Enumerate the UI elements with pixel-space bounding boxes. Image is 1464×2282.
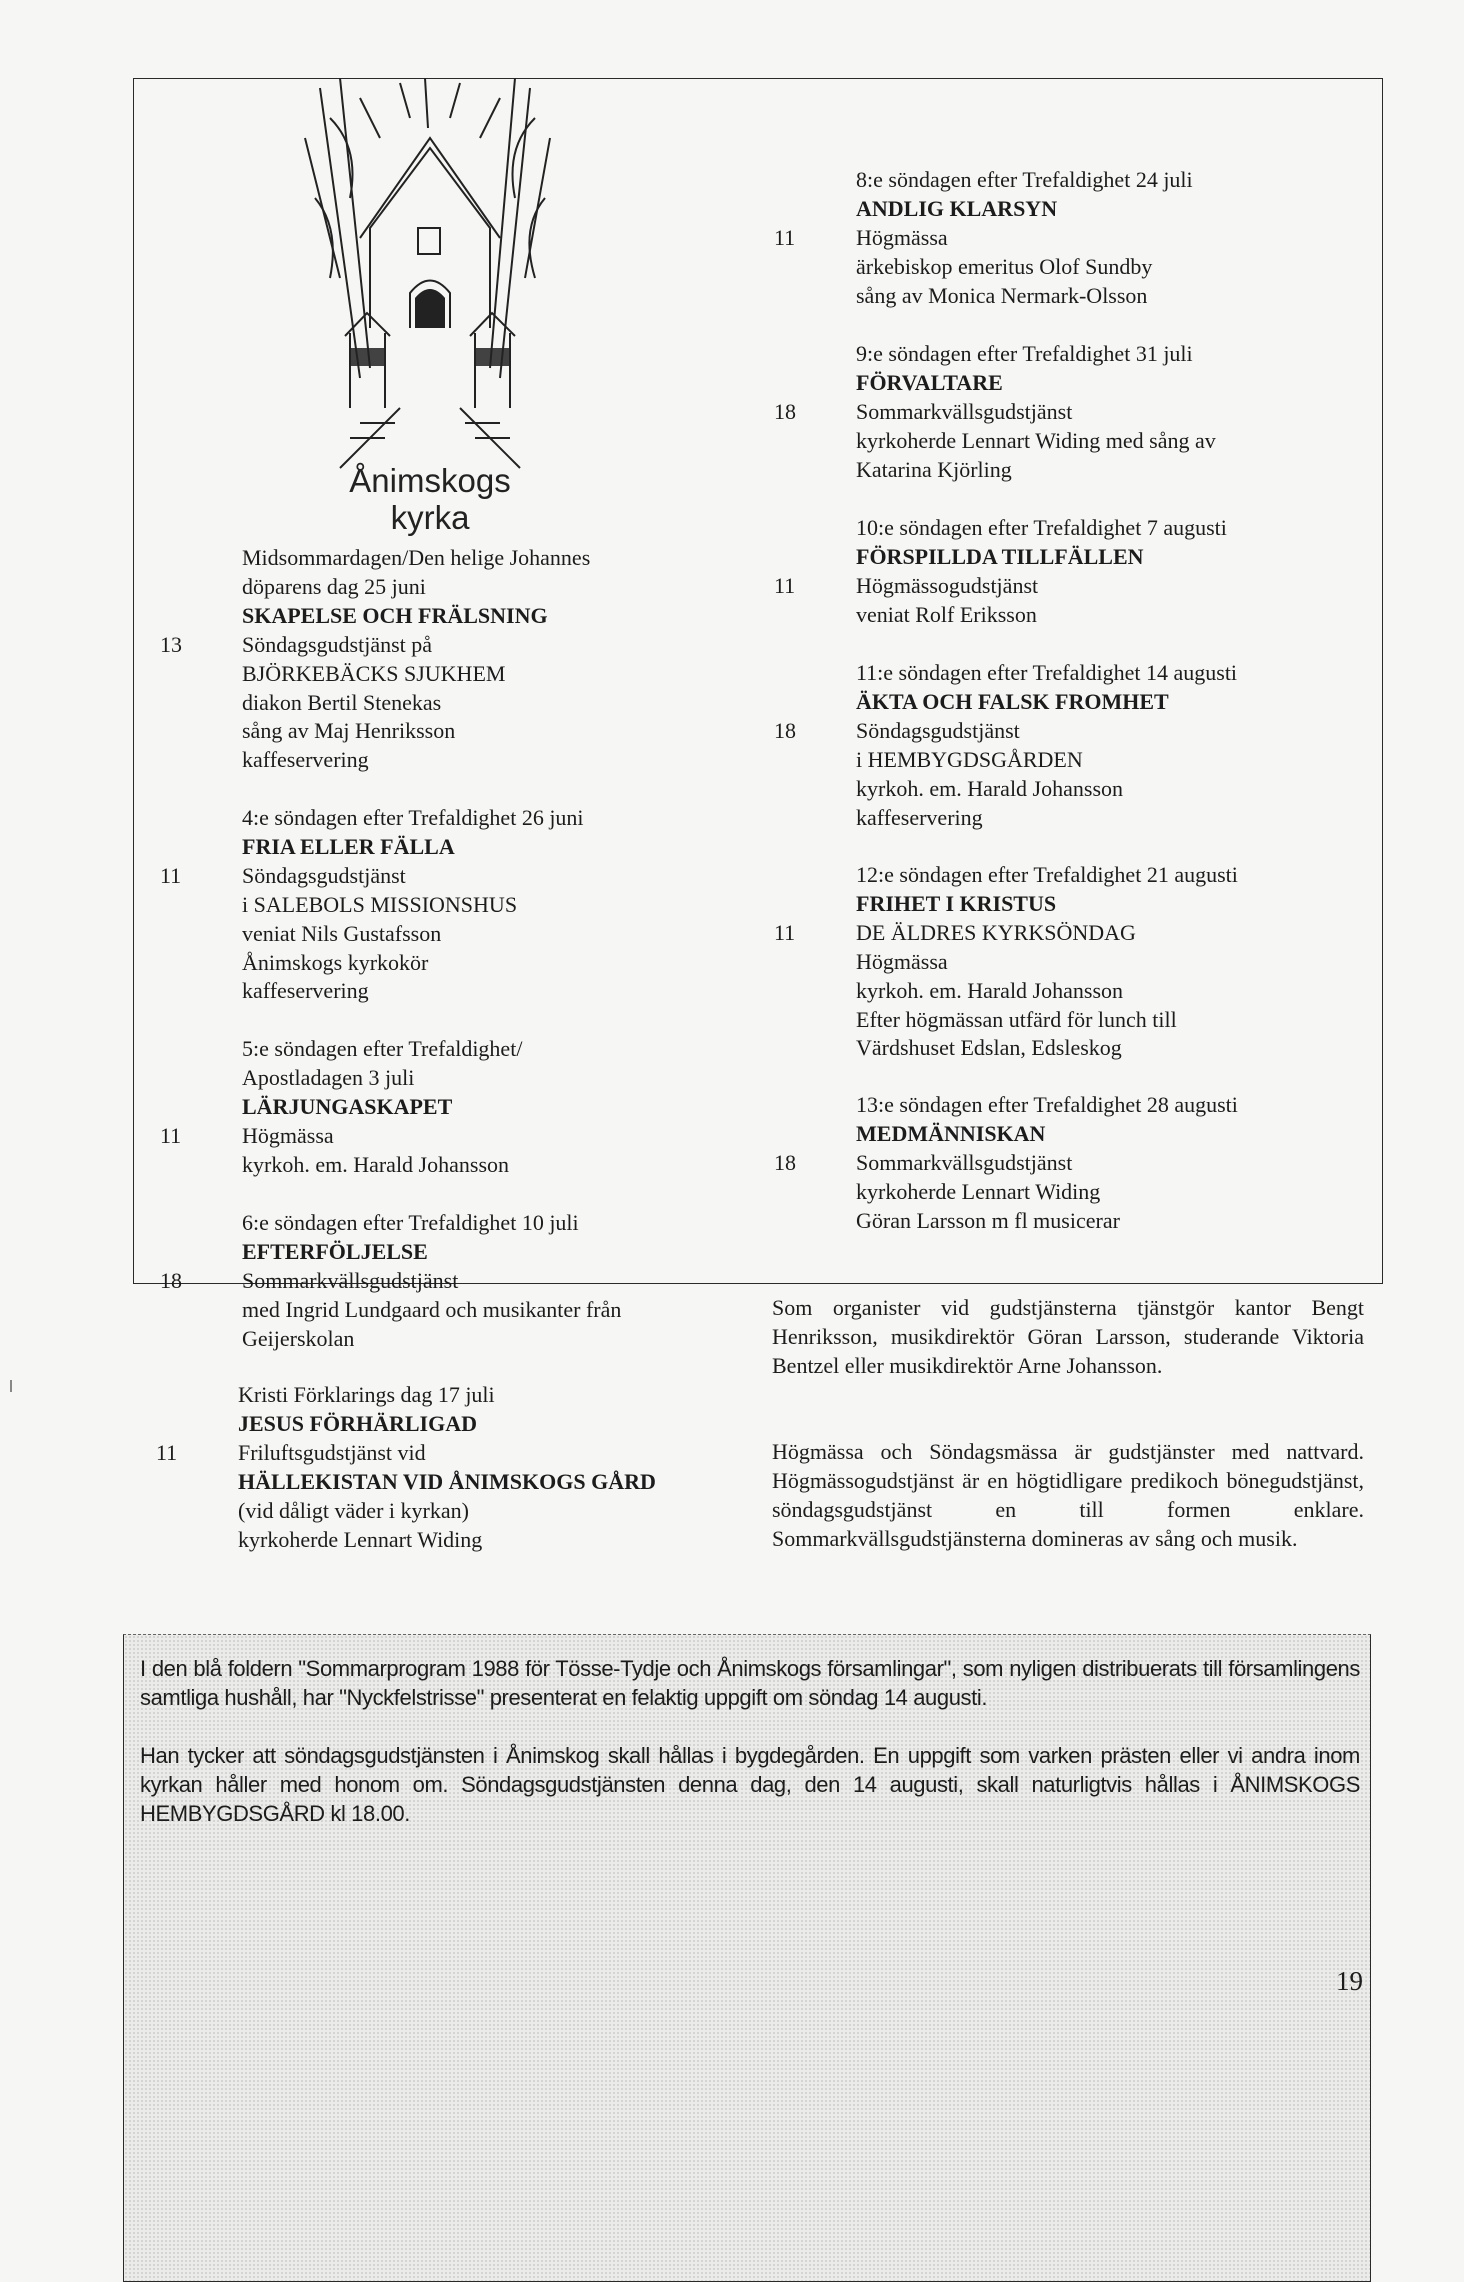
entry-theme: JESUS FÖRHÄRLIGAD	[238, 1410, 477, 1436]
service-entry	[160, 804, 584, 1006]
service-time: 13	[160, 631, 182, 657]
entry-line: Sommarkvällsgudstjänst	[856, 1149, 1073, 1175]
entry-theme: ÄKTA OCH FALSK FROMHET	[856, 688, 1169, 714]
entry-theme: FRIA ELLER FÄLLA	[242, 833, 455, 859]
entry-line: kyrkoherde Lennart Widing med sång av	[856, 427, 1216, 453]
service-time: 18	[774, 1149, 796, 1175]
service-time: 11	[160, 862, 182, 888]
entry-line: 8:e söndagen efter Trefaldighet 24 juli	[856, 167, 1193, 192]
entry-line: Midsommardagen/Den helige Johannes	[242, 545, 591, 570]
entry-line: 9:e söndagen efter Trefaldighet 31 juli	[856, 341, 1193, 366]
entry-theme: LÄRJUNGASKAPET	[242, 1093, 453, 1119]
entry-line: kyrkoh. em. Harald Johansson	[856, 775, 1124, 801]
entry-line: Högmässa	[242, 1122, 334, 1148]
service-entry	[160, 1035, 523, 1180]
service-time: 18	[774, 717, 796, 743]
entry-line: kaffeservering	[242, 747, 369, 773]
entry-line: Högmässogudstjänst	[856, 572, 1039, 598]
church-name	[300, 462, 560, 536]
service-time: 11	[774, 224, 796, 250]
entry-line: kyrkoherde Lennart Widing	[238, 1526, 483, 1552]
correction-notice-box	[123, 1634, 1371, 2282]
entry-line: kyrkoh. em. Harald Johansson	[242, 1151, 510, 1177]
entry-location: HÄLLEKISTAN VID ÅNIMSKOGS GÅRD	[238, 1468, 656, 1494]
entry-theme: FÖRSPILLDA TILLFÄLLEN	[856, 543, 1144, 569]
page-number: 19	[1336, 1966, 1363, 1996]
service-time: 11	[774, 572, 796, 598]
service-entry	[774, 340, 1216, 485]
service-types-info: Högmässa och Söndagsmässa är gudstjänster med nattvard. Högmässogudstjänst är en högtidligare predikoch bönegudstjänst, söndagsgudstjänst en till formen enklare. Sommarkvällsgudstjänsterna domineras av sång och musik.	[772, 1439, 1364, 1551]
entry-line: 6:e söndagen efter Trefaldighet 10 juli	[242, 1210, 579, 1235]
entry-line: Geijerskolan	[242, 1325, 355, 1351]
church-name-line2: kyrka	[390, 499, 470, 536]
entry-line: Efter högmässan utfärd för lunch till	[856, 1006, 1177, 1032]
entry-line: BJÖRKEBÄCKS SJUKHEM	[242, 660, 506, 686]
entry-line: 5:e söndagen efter Trefaldighet/	[242, 1036, 523, 1061]
entry-line: veniat Rolf Eriksson	[856, 601, 1037, 627]
entry-line: Söndagsgudstjänst	[242, 862, 406, 888]
entry-line: döparens dag 25 juni	[242, 573, 426, 599]
service-entry	[774, 659, 1238, 832]
scan-mark	[10, 1380, 12, 1392]
entry-line: Ånimskogs kyrkokör	[242, 949, 429, 975]
notice-paragraph-2: Han tycker att söndagsgudstjänsten i Ånimskog skall hållas i bygdegården. En uppgift som varken prästen eller vi andra inom kyrkan håller med honom om. Söndagsgudstjänsten denna dag, den 14 augusti, skall naturligtvis hållas i ÅNIMSKOGS HEMBYGDSGÅRD kl 18.00.	[140, 1743, 1360, 1826]
entry-line: sång av Maj Henriksson	[242, 718, 456, 744]
service-entry	[160, 1209, 622, 1354]
notice-paragraph-1: I den blå foldern "Sommarprogram 1988 för Tösse-Tydje och Ånimskogs församlingar", som nyligen distribuerats till församlingens samtliga hushåll, har "Nyckfelstrisse" presenterat en felaktig uppgift om söndag 14 augusti.	[140, 1656, 1360, 1710]
service-time: 18	[774, 398, 796, 424]
service-entry	[156, 1381, 656, 1554]
service-entry	[160, 544, 591, 775]
entry-line: Göran Larsson m fl musicerar	[856, 1207, 1120, 1233]
entry-theme: FÖRVALTARE	[856, 369, 1003, 395]
entry-theme: FRIHET I KRISTUS	[856, 890, 1057, 916]
organist-info: Som organister vid gudstjänsterna tjänstgör kantor Bengt Henriksson, musikdirektör Göran Larsson, studerande Viktoria Bentzel eller musikdirektör Arne Johansson.	[772, 1295, 1364, 1378]
church-name-line1: Ånimskogs	[349, 462, 511, 499]
entry-theme: MEDMÄNNISKAN	[856, 1120, 1046, 1146]
entry-line: Kristi Förklarings dag 17 juli	[238, 1382, 495, 1407]
entry-line: 12:e söndagen efter Trefaldighet 21 augusti	[856, 862, 1238, 887]
entry-line: sång av Monica Nermark-Olsson	[856, 282, 1148, 308]
entry-line: kaffeservering	[856, 804, 983, 830]
entry-line: 11:e söndagen efter Trefaldighet 14 augusti	[856, 660, 1238, 685]
entry-line: 10:e söndagen efter Trefaldighet 7 augusti	[856, 515, 1227, 540]
entry-line: kyrkoh. em. Harald Johansson	[856, 977, 1124, 1003]
entry-line: Friluftsgudstjänst vid	[238, 1439, 426, 1465]
church-illustration	[300, 78, 560, 470]
service-time: 11	[774, 919, 796, 945]
entry-line: Sommarkvällsgudstjänst	[242, 1267, 459, 1293]
entry-line: kyrkoherde Lennart Widing	[856, 1178, 1101, 1204]
entry-line: ärkebiskop emeritus Olof Sundby	[856, 253, 1153, 279]
service-entry	[774, 1091, 1238, 1236]
entry-line: 4:e söndagen efter Trefaldighet 26 juni	[242, 805, 584, 830]
entry-line: Apostladagen 3 juli	[242, 1064, 415, 1090]
entry-line: diakon Bertil Stenekas	[242, 689, 442, 715]
entry-line: i HEMBYGDSGÅRDEN	[856, 746, 1083, 772]
entry-line: Katarina Kjörling	[856, 456, 1012, 482]
entry-line: med Ingrid Lundgaard och musikanter från	[242, 1296, 622, 1322]
entry-line: i SALEBOLS MISSIONSHUS	[242, 891, 518, 917]
entry-line: kaffeservering	[242, 978, 369, 1004]
service-entry	[774, 514, 1227, 630]
entry-line: 13:e söndagen efter Trefaldighet 28 augusti	[856, 1092, 1238, 1117]
entry-theme: EFTERFÖLJELSE	[242, 1238, 428, 1264]
service-time: 18	[160, 1267, 182, 1293]
entry-line: Högmässa	[856, 224, 948, 250]
entry-theme: ANDLIG KLARSYN	[856, 195, 1058, 221]
entry-theme: SKAPELSE OCH FRÄLSNING	[242, 602, 548, 628]
entry-line: Högmässa	[856, 948, 948, 974]
service-time: 11	[160, 1122, 182, 1148]
entry-line: Värdshuset Edslan, Edsleskog	[856, 1035, 1122, 1061]
entry-line: (vid dåligt väder i kyrkan)	[238, 1497, 469, 1523]
entry-line: veniat Nils Gustafsson	[242, 920, 442, 946]
entry-line: Sommarkvällsgudstjänst	[856, 398, 1073, 424]
entry-line: Söndagsgudstjänst	[856, 717, 1020, 743]
entry-line: Söndagsgudstjänst på	[242, 631, 433, 657]
service-entry	[774, 861, 1238, 1063]
entry-line: DE ÄLDRES KYRKSÖNDAG	[856, 919, 1136, 945]
service-entry	[774, 166, 1193, 311]
service-time: 11	[156, 1439, 178, 1465]
